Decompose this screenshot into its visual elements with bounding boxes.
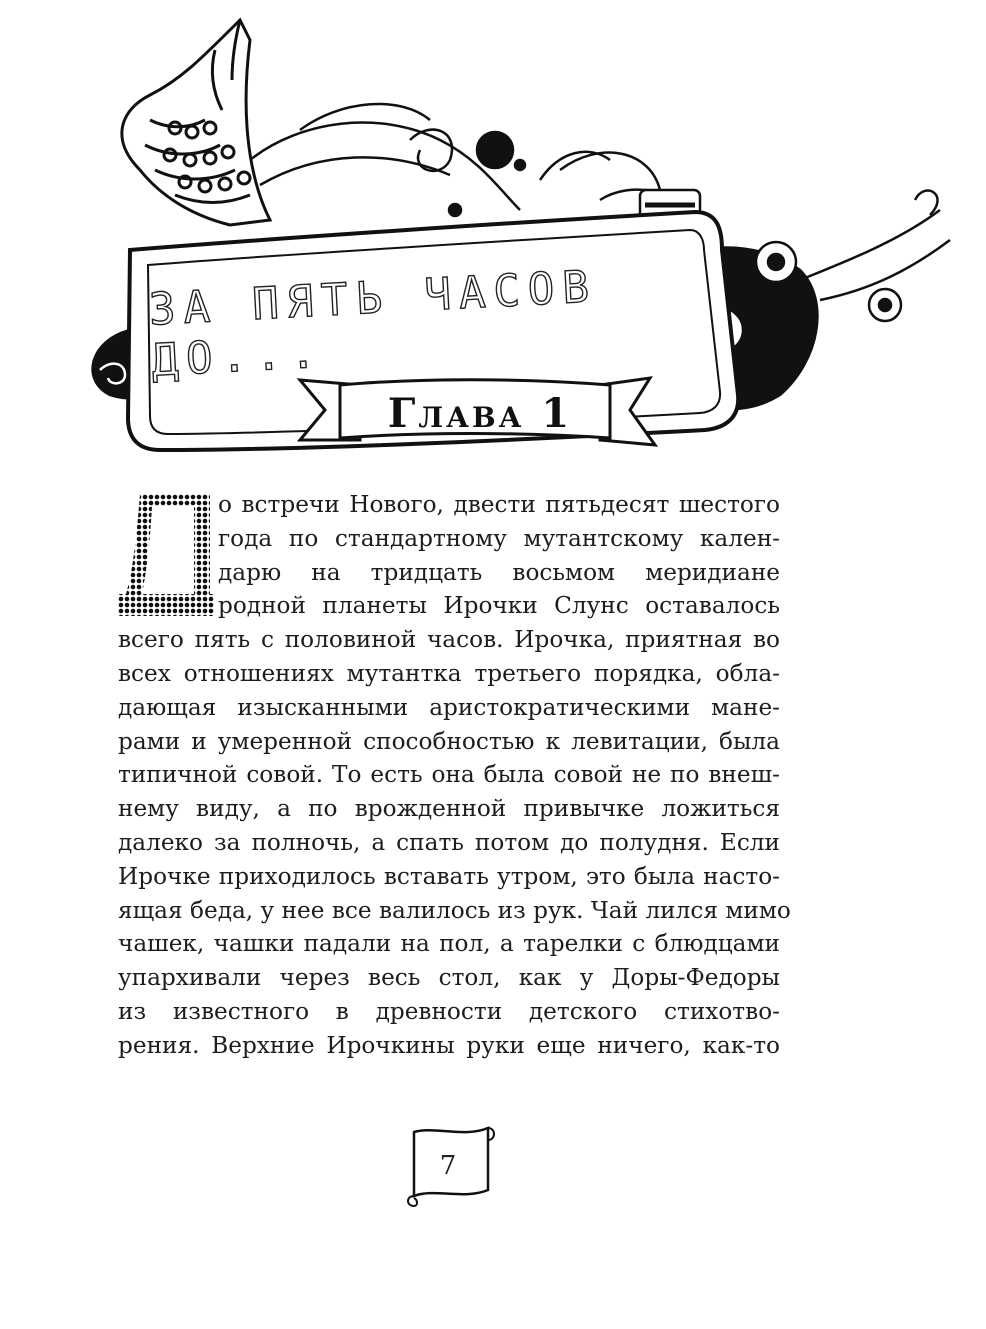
text-line: рения. Верхние Ирочкины руки еще ничего, как-то [118, 1031, 780, 1059]
body-text [118, 488, 791, 1063]
text-line: упархивали через весь стол, как у Доры-Федоры [118, 964, 780, 992]
text-line: нему виду, а по врожденной привычке ложиться [118, 795, 780, 823]
chapter-subtitle: ЗА ПЯТЬ ЧАСОВ ДО... [147, 261, 599, 387]
text-line: дарю на тридцать восьмом меридиане [218, 558, 780, 586]
text-line: года по стандартному мутантскому кален- [218, 524, 780, 552]
chapter-label: Глава 1 [387, 389, 573, 437]
wing-ornament [122, 20, 270, 225]
page-number: 7 [439, 1151, 457, 1181]
text-line: рами и умеренной способностью к левитации, была [118, 727, 780, 755]
text-line: чашек, чашки падали на пол, а тарелки с блюдцами [118, 930, 780, 958]
text-line: ящая беда, у нее все валилось из рук. Чай лился мимо [118, 896, 791, 924]
text-line: дающая изысканными аристократическими мане- [118, 693, 780, 721]
text-line: далеко за полночь, а спать потом до полудня. Если [118, 828, 780, 856]
text-line: из известного в древности детского стихотво- [118, 997, 780, 1025]
text-line: Ирочке приходилось вставать утром, это была насто- [118, 862, 780, 890]
text-line: всего пять с половиной часов. Ирочка, приятная во [118, 626, 780, 654]
text-line: родной планеты Ирочки Слунс оставалось [218, 592, 780, 620]
text-line: о встречи Нового, двести пятьдесят шестого [218, 491, 780, 518]
text-line: типичной совой. То есть она была совой не по внеш- [118, 761, 780, 789]
text-line: всех отношениях мутантка третьего порядка, обла- [118, 659, 780, 687]
